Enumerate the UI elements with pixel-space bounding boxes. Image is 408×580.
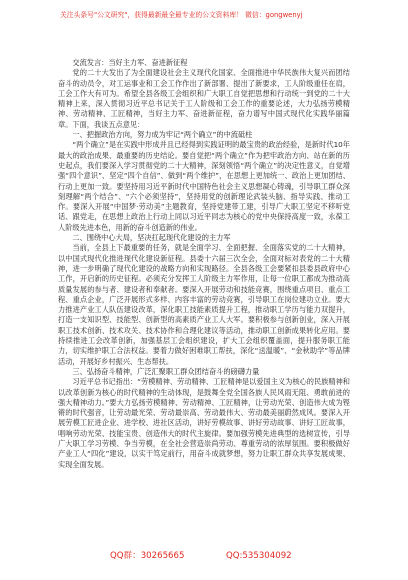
qq-group-text: QQ群：30265665 — [110, 551, 185, 561]
section-heading-3: 三、弘扬奋斗精神，广泛汇聚职工群众团结奋斗的磅礴力量 — [72, 366, 260, 376]
section-heading-2: 二、围绕中心大局，坚决扛起现代化建设的主力军 — [72, 233, 231, 243]
paragraph-section-1: “两个确立”是在实践中形成并且已经得到实践证明的最宝贵的政治经验，是新时代10年最大的政治成果、最重要的历史结论。要自觉把“两个确立”作为把牢政治方向、站在新的历史起点，我们要深入学习贯彻党的二十大精神，深刻领悟“两个确立”的决定性意义，自觉增强“四个意识”、坚定“四个自信”、做到“两个维护”，在思想上更加统一、政治上更加团结、行动上更加一致。要坚持用习近平新时代中国特色社会主义思想凝心铸魂，引导职工群众深刻理解“两个结合”、“六个必须坚持”，坚持用党的创新理论武装头脑、指导实践、推动工作。要深入开展“中国梦·劳动美”主题教育，坚持党建带工建，引导广大职工坚定不移听党话、跟党走，在思想上政治上行动上同以习近平同志为核心的党中央保持高度一致，永葆工人阶级先进本色，用新的奋斗创造新的伟业。 — [58, 140, 350, 232]
section-heading-1: 一、把握政治方向，努力成为牢记“两个确立”的中流砥柱 — [72, 130, 253, 140]
paragraph-section-3: 习近平总书记指出：“劳模精神、劳动精神、工匠精神是以爱国主义为核心的民族精神和以改革创新为核心的时代精神的生动体现，是鼓舞全党全国各族人民风雨无阻、勇敢前进的强大精神动力。”要大力弘扬劳模精神、劳动精神、工匠精神，让劳动光荣、创造伟大成为铿锵的时代强音，让劳动最光荣、劳动最崇高、劳动最伟大、劳动最美丽蔚然成风。要深入开展劳模工匠进企业、进学校、进社区活动，讲好劳模故事、讲好劳动故事、讲好工匠故事，唱响劳动光荣、技能宝贵、创造伟大的时代主旋律。要加强劳模先进典型的选树宣传，引导广大职工学习劳模、争当劳模，在全社会营造崇尚劳动、尊重劳动的浓厚氛围。要积极做好产业工人“四化”建设，以实干笃定前行，用奋斗成就梦想，努力让职工群众共享发展成果、实现全面发展。 — [58, 377, 350, 469]
document-body — [58, 58, 350, 540]
document-title: 交流发言：当好主力军、奋进新征程 — [72, 58, 188, 67]
paragraph-intro: 党的二十大发出了为全面建设社会主义现代化国家、全面推进中华民族伟大复兴而团结奋斗的动员令，对工运事业和工会工作作出了新部署、提出了新要求，工人阶级重任在肩，工会工作大有可为。希望全县各级工会组织和广大职工自觉把思想和行动统一到党的二十大精神上来，深入贯彻习近平总书记关于工人阶级和工会工作的重要论述，大力弘扬劳模精神、劳动精神、工匠精神，当好主力军、奋进新征程，奋力谱写中国式现代化实践华丽篇章。下面，我谈五点意见： — [58, 68, 350, 129]
footer-contact — [0, 549, 408, 563]
paragraph-section-2: 当前，全县上下最重要的任务，就是全面学习、全面把握、全面落实党的二十大精神，以中国式现代化推进现代化建设新征程。县委十六届三次全会，全面对标对表党的二十大精神，进一步明确了现代化建设的战略方向和实现路径。全县各级工会要紧扣县委县政府中心工作，开启新的历史征程。必须充分发挥工人阶级主力军作用，让每一位职工都成为推动高质量发展的参与者、建设者和奉献者。要深入开展劳动和技能竞赛，围绕重点项目、重点工程、重点企业，广泛开展形式多样、内容丰富的劳动竞赛，引导职工在岗位建功立业。要大力推进产业工人队伍建设改革，深化职工技能素质提升工程，推动职工学历与能力双提升，打造一支知识型、技能型、创新型的高素质产业工人大军。要积极参与创新创业，深入开展职工技术创新、技术攻关、技术协作和合理化建议等活动，推动职工创新成果转化应用。要持续推进工会改革创新，加强基层工会组织建设，扩大工会组织覆盖面，提升服务职工能力，切实维护职工合法权益。要着力做好困难职工帮扶，深化“送温暖”、“金秋助学”等品牌活动，开展好乡村振兴、生态帮扶。 — [58, 243, 350, 366]
header-banner: 关注头条号"公文研究"，获得最新最全最专业的公文资料库！ 微信：gongwenyj — [60, 11, 303, 19]
qq-number-text: QQ:535304092 — [226, 551, 292, 561]
